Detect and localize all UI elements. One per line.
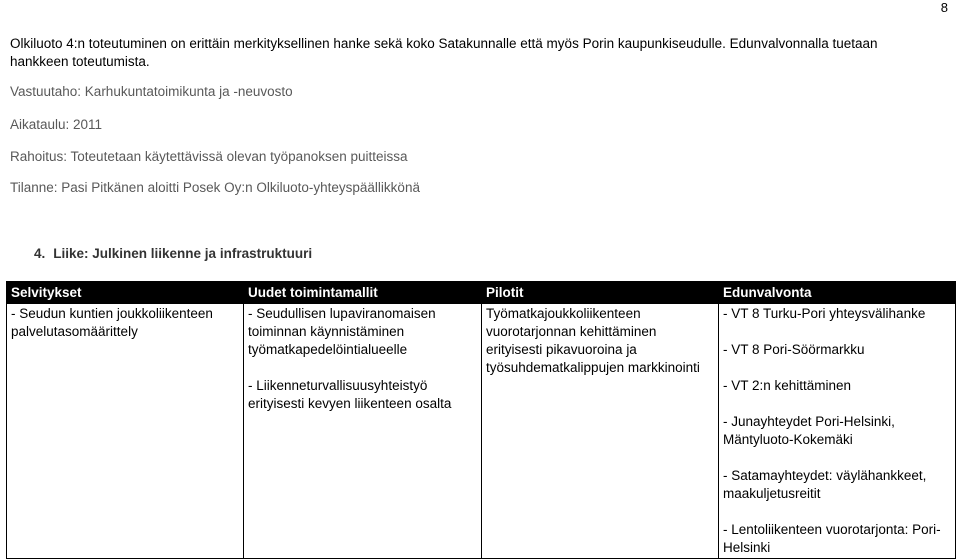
section-number: 4. bbox=[34, 246, 46, 261]
header-selvitykset: Selvitykset bbox=[7, 282, 244, 304]
list-item: Työmatkajoukkoliikenteen vuorotarjonnan kehittäminen erityisesti pikavuoroina ja työsuhdematkalippujen markkinointi bbox=[486, 306, 700, 375]
schedule-line: Aikataulu: 2011 bbox=[10, 117, 103, 132]
list-item: - Liikenneturvallisuusyhteistyö erityisesti kevyen liikenteen osalta bbox=[248, 378, 452, 411]
section-heading bbox=[34, 246, 312, 261]
list-item: - Junayhteydet Pori-Helsinki, Mäntyluoto-Kokemäki bbox=[723, 414, 895, 447]
status-line: Tilanne: Pasi Pitkänen aloitti Posek Oy:n Olkiluoto-yhteyspäällikkönä bbox=[10, 180, 420, 195]
cell-selvitykset bbox=[7, 304, 244, 559]
table-row bbox=[7, 304, 956, 559]
cell-pilotit bbox=[482, 304, 719, 559]
table-header-row bbox=[7, 282, 956, 304]
list-item: - Seudullisen lupaviranomaisen toiminnan käynnistäminen työmatkapedelöintialueelle bbox=[248, 306, 436, 357]
header-pilotit: Pilotit bbox=[482, 282, 719, 304]
page-number: 8 bbox=[940, 0, 948, 15]
cell-edunvalvonta bbox=[719, 304, 956, 559]
list-item: - VT 2:n kehittäminen bbox=[723, 378, 852, 393]
list-item: - Seudun kuntien joukkoliikenteen palvelutasomäärittely bbox=[11, 306, 213, 339]
responsible-line: Vastuutaho: Karhukuntatoimikunta ja -neuvosto bbox=[10, 84, 293, 99]
funding-line: Rahoitus: Toteutetaan käytettävissä olevan työpanoksen puitteissa bbox=[10, 149, 408, 164]
section-title: Liike: Julkinen liikenne ja infrastruktuuri bbox=[53, 246, 313, 261]
list-item: - Lentoliikenteen vuorotarjonta: Pori-Helsinki bbox=[723, 522, 941, 555]
list-item: - VT 8 Pori-Söörmarkku bbox=[723, 342, 865, 357]
header-uudet-toimintamallit: Uudet toimintamallit bbox=[244, 282, 482, 304]
intro-paragraph: Olkiluoto 4:n toteutuminen on erittäin merkityksellinen hanke sekä koko Satakunnalle että myös Porin kaupunkiseudulle. Edunvalvonnalla tuetaan hankkeen toteutumista. bbox=[10, 36, 878, 69]
action-table bbox=[6, 281, 956, 559]
list-item: - VT 8 Turku-Pori yhteysvälihanke bbox=[723, 306, 926, 321]
list-item: - Satamayhteydet: väylähankkeet, maakuljetusreitit bbox=[723, 468, 927, 501]
header-edunvalvonta: Edunvalvonta bbox=[719, 282, 956, 304]
cell-uudet-toimintamallit bbox=[244, 304, 482, 559]
